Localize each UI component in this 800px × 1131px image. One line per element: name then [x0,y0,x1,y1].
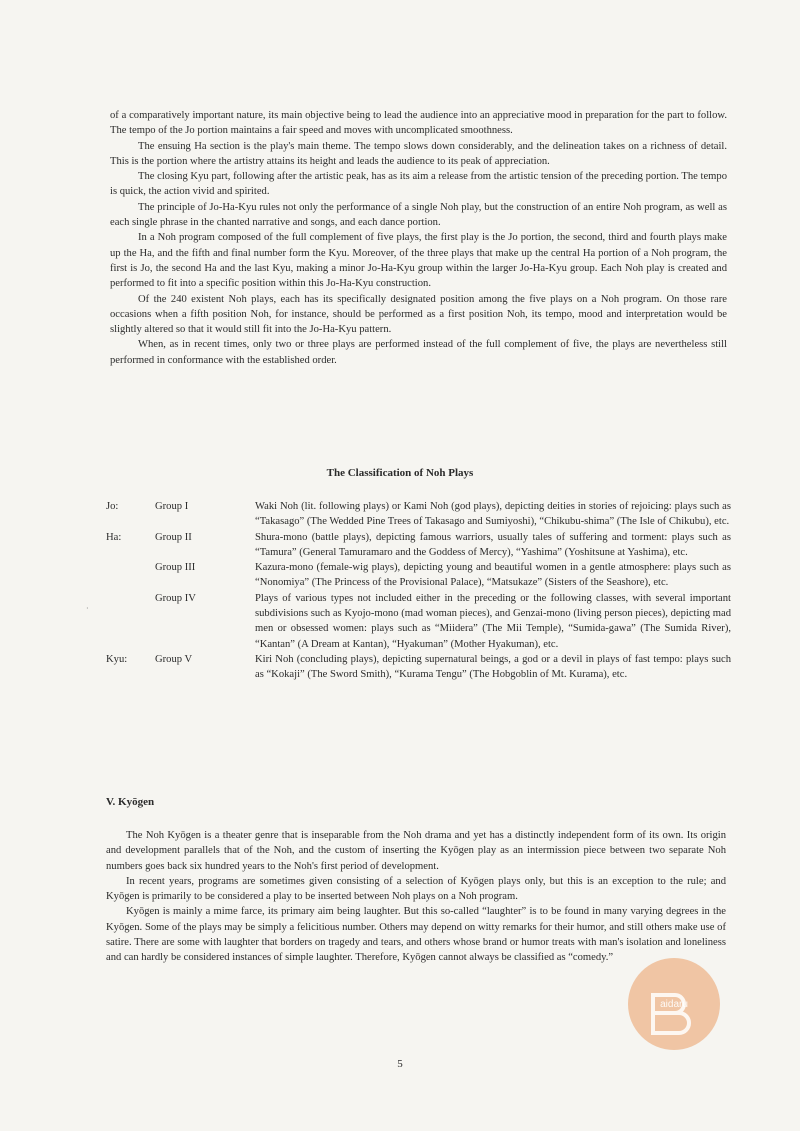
intro-paragraph-2: The ensuing Ha section is the play's main theme. The tempo slows down considerably, and the delineation takes on a richness of detail. This is the portion where the artistry attains its height and leads the audience to its peak of appreciation. [110,140,727,167]
classification-row [106,530,731,561]
intro-paragraph-3: The closing Kyu part, following after the artistic peak, has as its aim a release from the artistic tension of the preceding portion. The tempo is quick, the action vivid and spirited. [110,171,727,198]
era-label: Ha: [106,531,122,543]
classification-table [106,499,731,683]
era-label: Jo: [106,501,119,512]
group-label: Group I [155,501,189,512]
page-number: 5 [397,1058,403,1070]
kyogen-paragraph-1: The Noh Kyōgen is a theater genre that is inseparable from the Noh drama and yet has a distinctly independent form of its own. Its origin and development parallels that of the Noh, and the custom of inserting the Kyōgen play as an intermission piece between two separate Noh numbers goes back six hundred years to the Noh's first period of development. [106,830,726,872]
scan-speck: · [86,604,89,613]
group-description: Kiri Noh (concluding plays), depicting supernatural beings, a god or a devil in plays of fast tempo: plays such as “Kokaji” (The Sword Smith), “Kurama Tengu” (The Hobgoblin of Mt. Kurama), etc. [255,653,731,681]
classification-row [106,652,731,683]
classification-row [106,591,731,652]
watermark-logo [625,955,723,1053]
era-label [106,560,155,591]
kyogen-heading: V. Kyōgen [106,796,155,808]
group-label: Group III [155,562,196,574]
group-label: Group IV [155,592,196,604]
intro-paragraph-4: The principle of Jo-Ha-Kyu rules not only the performance of a single Noh play, but the construction of an entire Noh program, as well as each single phrase in the chanted narrative and songs, and each dance portion. [110,201,727,229]
intro-text [110,108,727,368]
kyogen-paragraph-2: In recent years, programs are sometimes given consisting of a selection of Kyōgen plays only, but this is an exception to the rule; and Kyōgen is primarily to be considered a play to be inserted between Noh plays on a Noh program. [106,875,726,903]
classification-row [106,560,731,591]
group-description: Waki Noh (lit. following plays) or Kami Noh (god plays), depicting deities in stories of rejoicing: plays such as “Takasago” (The Wedded Pine Trees of Takasago and Sumiyoshi), “Chikubu-shima” (The Isle of Chikubu), etc. [255,501,731,528]
intro-paragraph-1: of a comparatively important nature, its main objective being to lead the audience into an appreciative mood in preparation for the part to follow. The tempo of the Jo portion maintains a fair speed and moves with uncomplicated smoothness. [110,110,727,137]
kyogen-text [106,828,726,966]
classification-row [106,499,731,530]
group-description: Plays of various types not included either in the preceding or the following classes, with several important subdivisions such as Kyojo-mono (mad woman pieces), and Genzai-mono (living person pieces), depicting mad men or obsessed women: plays such as “Miidera” (The Mii Temple), “Sumida-gawa” (The Sumida River), “Kantan” (A Dream at Kantan), “Hyakuman” (Mother Hyakuman), etc. [255,592,731,650]
intro-paragraph-5: In a Noh program composed of the full complement of five plays, the first play is the Jo portion, the second, third and fourth plays make up the Ha, and the fifth and final number form the Kyu. Moreover, of the three plays that make up the central Ha portion of a Noh program, the first is Jo, the second Ha and the last Kyu, making a minor Jo-Ha-Kyu group within the larger Jo-Ha-Kyu group. Each Noh play is created and performed to fit into a specific position within this Jo-Ha-Kyu construction. [110,232,727,290]
group-description: Shura-mono (battle plays), depicting famous warriors, usually tales of suffering and torment: plays such as “Tamura” (General Tamuramaro and the Goddess of Mercy), “Yashima” (Yoshitsune at Yashima), etc. [255,531,731,558]
intro-paragraph-6: Of the 240 existent Noh plays, each has its specifically designated position among the five plays on a Noh program. On those rare occasions when a fifth position Noh, for instance, should be performed as a first position Noh, its tempo, mood and interpretation would be slightly altered so that it would still fit into the Jo-Ha-Kyu pattern. [110,293,727,336]
kyogen-paragraph-3: Kyōgen is mainly a mime farce, its primary aim being laughter. But this so-called “laughter” is to be found in many varying degrees in the Kyōgen. Some of the plays may be simply a felicitious number. Others may depend on witty remarks for their humor, and still others make use of satire. There are some with laughter that borders on tragedy and tears, and others whose brand or humor treats with man's isolation and loneliness and can hardly be considered instances of simple laughter. Therefore, Kyōgen cannot always be classified as “comedy.” [106,906,726,964]
group-description: Kazura-mono (female-wig plays), depicting young and beautiful women in a gentle atmosphere: plays such as “Nonomiya” (The Princess of the Provisional Palace), “Matsukaze” (Sisters of the Seashore), etc. [255,562,731,589]
classification-title: The Classification of Noh Plays [326,467,474,479]
watermark-text: aidaru [660,999,688,1010]
group-label: Group V [155,653,193,665]
group-label: Group II [155,531,192,543]
intro-paragraph-7: When, as in recent times, only two or three plays are performed instead of the full complement of five, the plays are nevertheless still performed in conformance with the established order. [110,339,727,366]
era-label [106,591,155,652]
era-label: Kyu: [106,653,128,665]
